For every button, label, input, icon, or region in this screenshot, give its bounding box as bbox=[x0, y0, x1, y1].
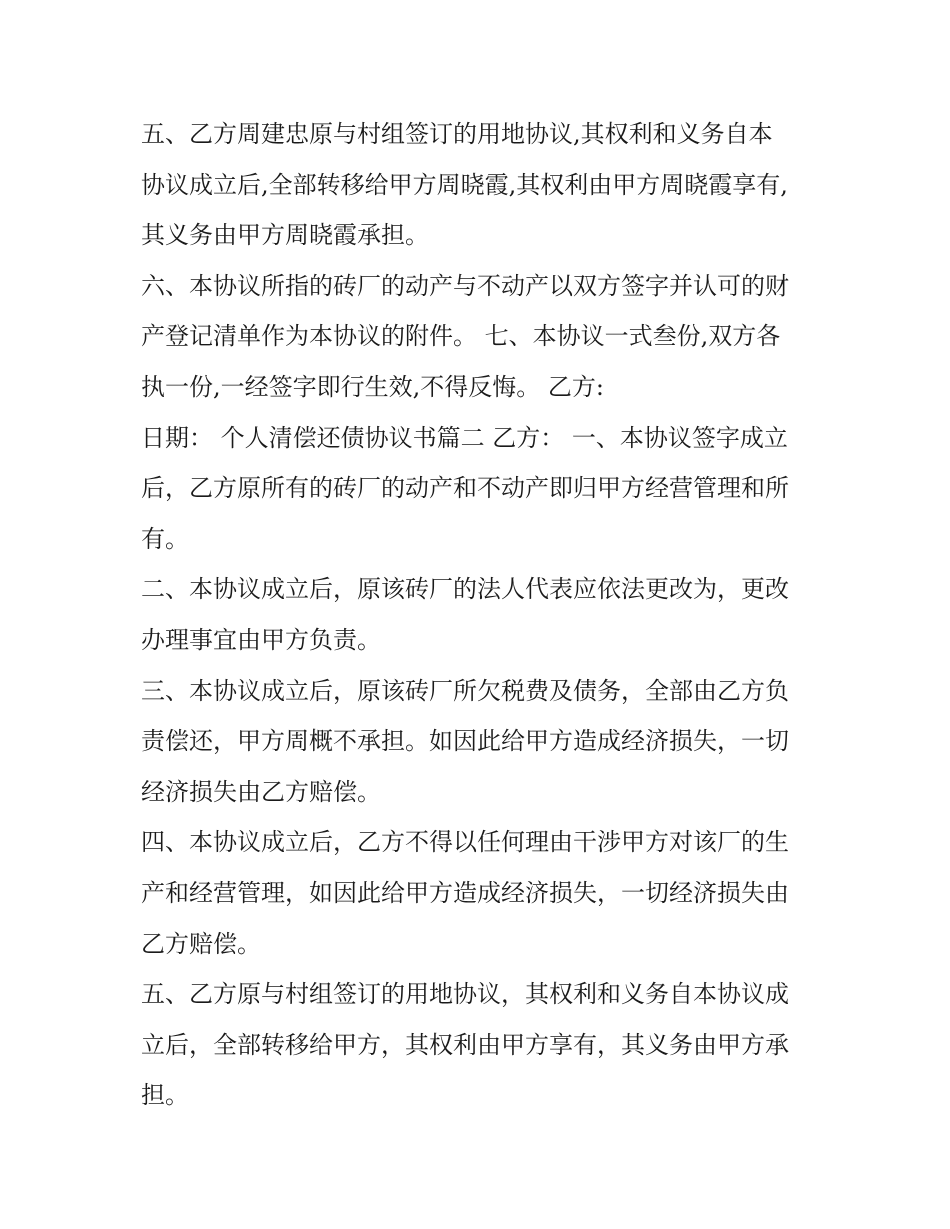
text-line: 五、乙方原与村组签订的用地协议，其权利和义务自本协议成 bbox=[141, 980, 789, 1009]
text-line: 四、本协议成立后，乙方不得以任何理由干涉甲方对该厂的生 bbox=[141, 828, 789, 857]
text-line: 五、乙方周建忠原与村组签订的用地协议,其权利和义务自本 bbox=[141, 120, 773, 148]
text-line: 乙方赔偿。 bbox=[141, 929, 261, 958]
document-body bbox=[141, 109, 813, 1121]
text-line: 产登记清单作为本协议的附件。 七、本协议一式叁份,双方各 bbox=[141, 322, 781, 351]
text-line: 责偿还，甲方周概不承担。如因此给甲方造成经济损失，一切 bbox=[141, 727, 789, 756]
paragraph-5-land-agreement-zhou bbox=[141, 109, 813, 261]
text-line: 执一份,一经签字即行生效,不得反悔。 乙方: bbox=[141, 372, 604, 401]
paragraph-article-5 bbox=[141, 969, 813, 1121]
text-line: 其义务由甲方周晓霞承担。 bbox=[141, 221, 429, 250]
paragraph-6-7-property-and-copies bbox=[141, 261, 813, 413]
paragraph-article-3 bbox=[141, 666, 813, 818]
text-line: 立后，全部转移给甲方，其权利由甲方享有，其义务由甲方承 bbox=[141, 1030, 789, 1059]
paragraph-article-4 bbox=[141, 817, 813, 969]
text-line: 经济损失由乙方赔偿。 bbox=[141, 777, 381, 806]
paragraph-date-and-article-1 bbox=[141, 413, 813, 565]
paragraph-article-2 bbox=[141, 564, 813, 665]
text-line: 日期： 个人清偿还债协议书篇二 乙方： 一、本协议签字成立 bbox=[141, 423, 788, 452]
text-line: 二、本协议成立后，原该砖厂的法人代表应依法更改为，更改 bbox=[141, 575, 789, 604]
text-line: 协议成立后,全部转移给甲方周晓霞,其权利由甲方周晓霞享有, bbox=[141, 170, 788, 199]
text-line: 后，乙方原所有的砖厂的动产和不动产即归甲方经营管理和所 bbox=[141, 474, 789, 503]
text-line: 有。 bbox=[141, 524, 189, 553]
text-line: 担。 bbox=[141, 1081, 189, 1110]
text-line: 产和经营管理，如因此给甲方造成经济损失，一切经济损失由 bbox=[141, 878, 789, 907]
text-line: 办理事宜由甲方负责。 bbox=[141, 625, 381, 654]
text-line: 三、本协议成立后，原该砖厂所欠税费及债务，全部由乙方负 bbox=[141, 676, 789, 705]
text-line: 六、本协议所指的砖厂的动产与不动产以双方签字并认可的财 bbox=[141, 271, 789, 300]
